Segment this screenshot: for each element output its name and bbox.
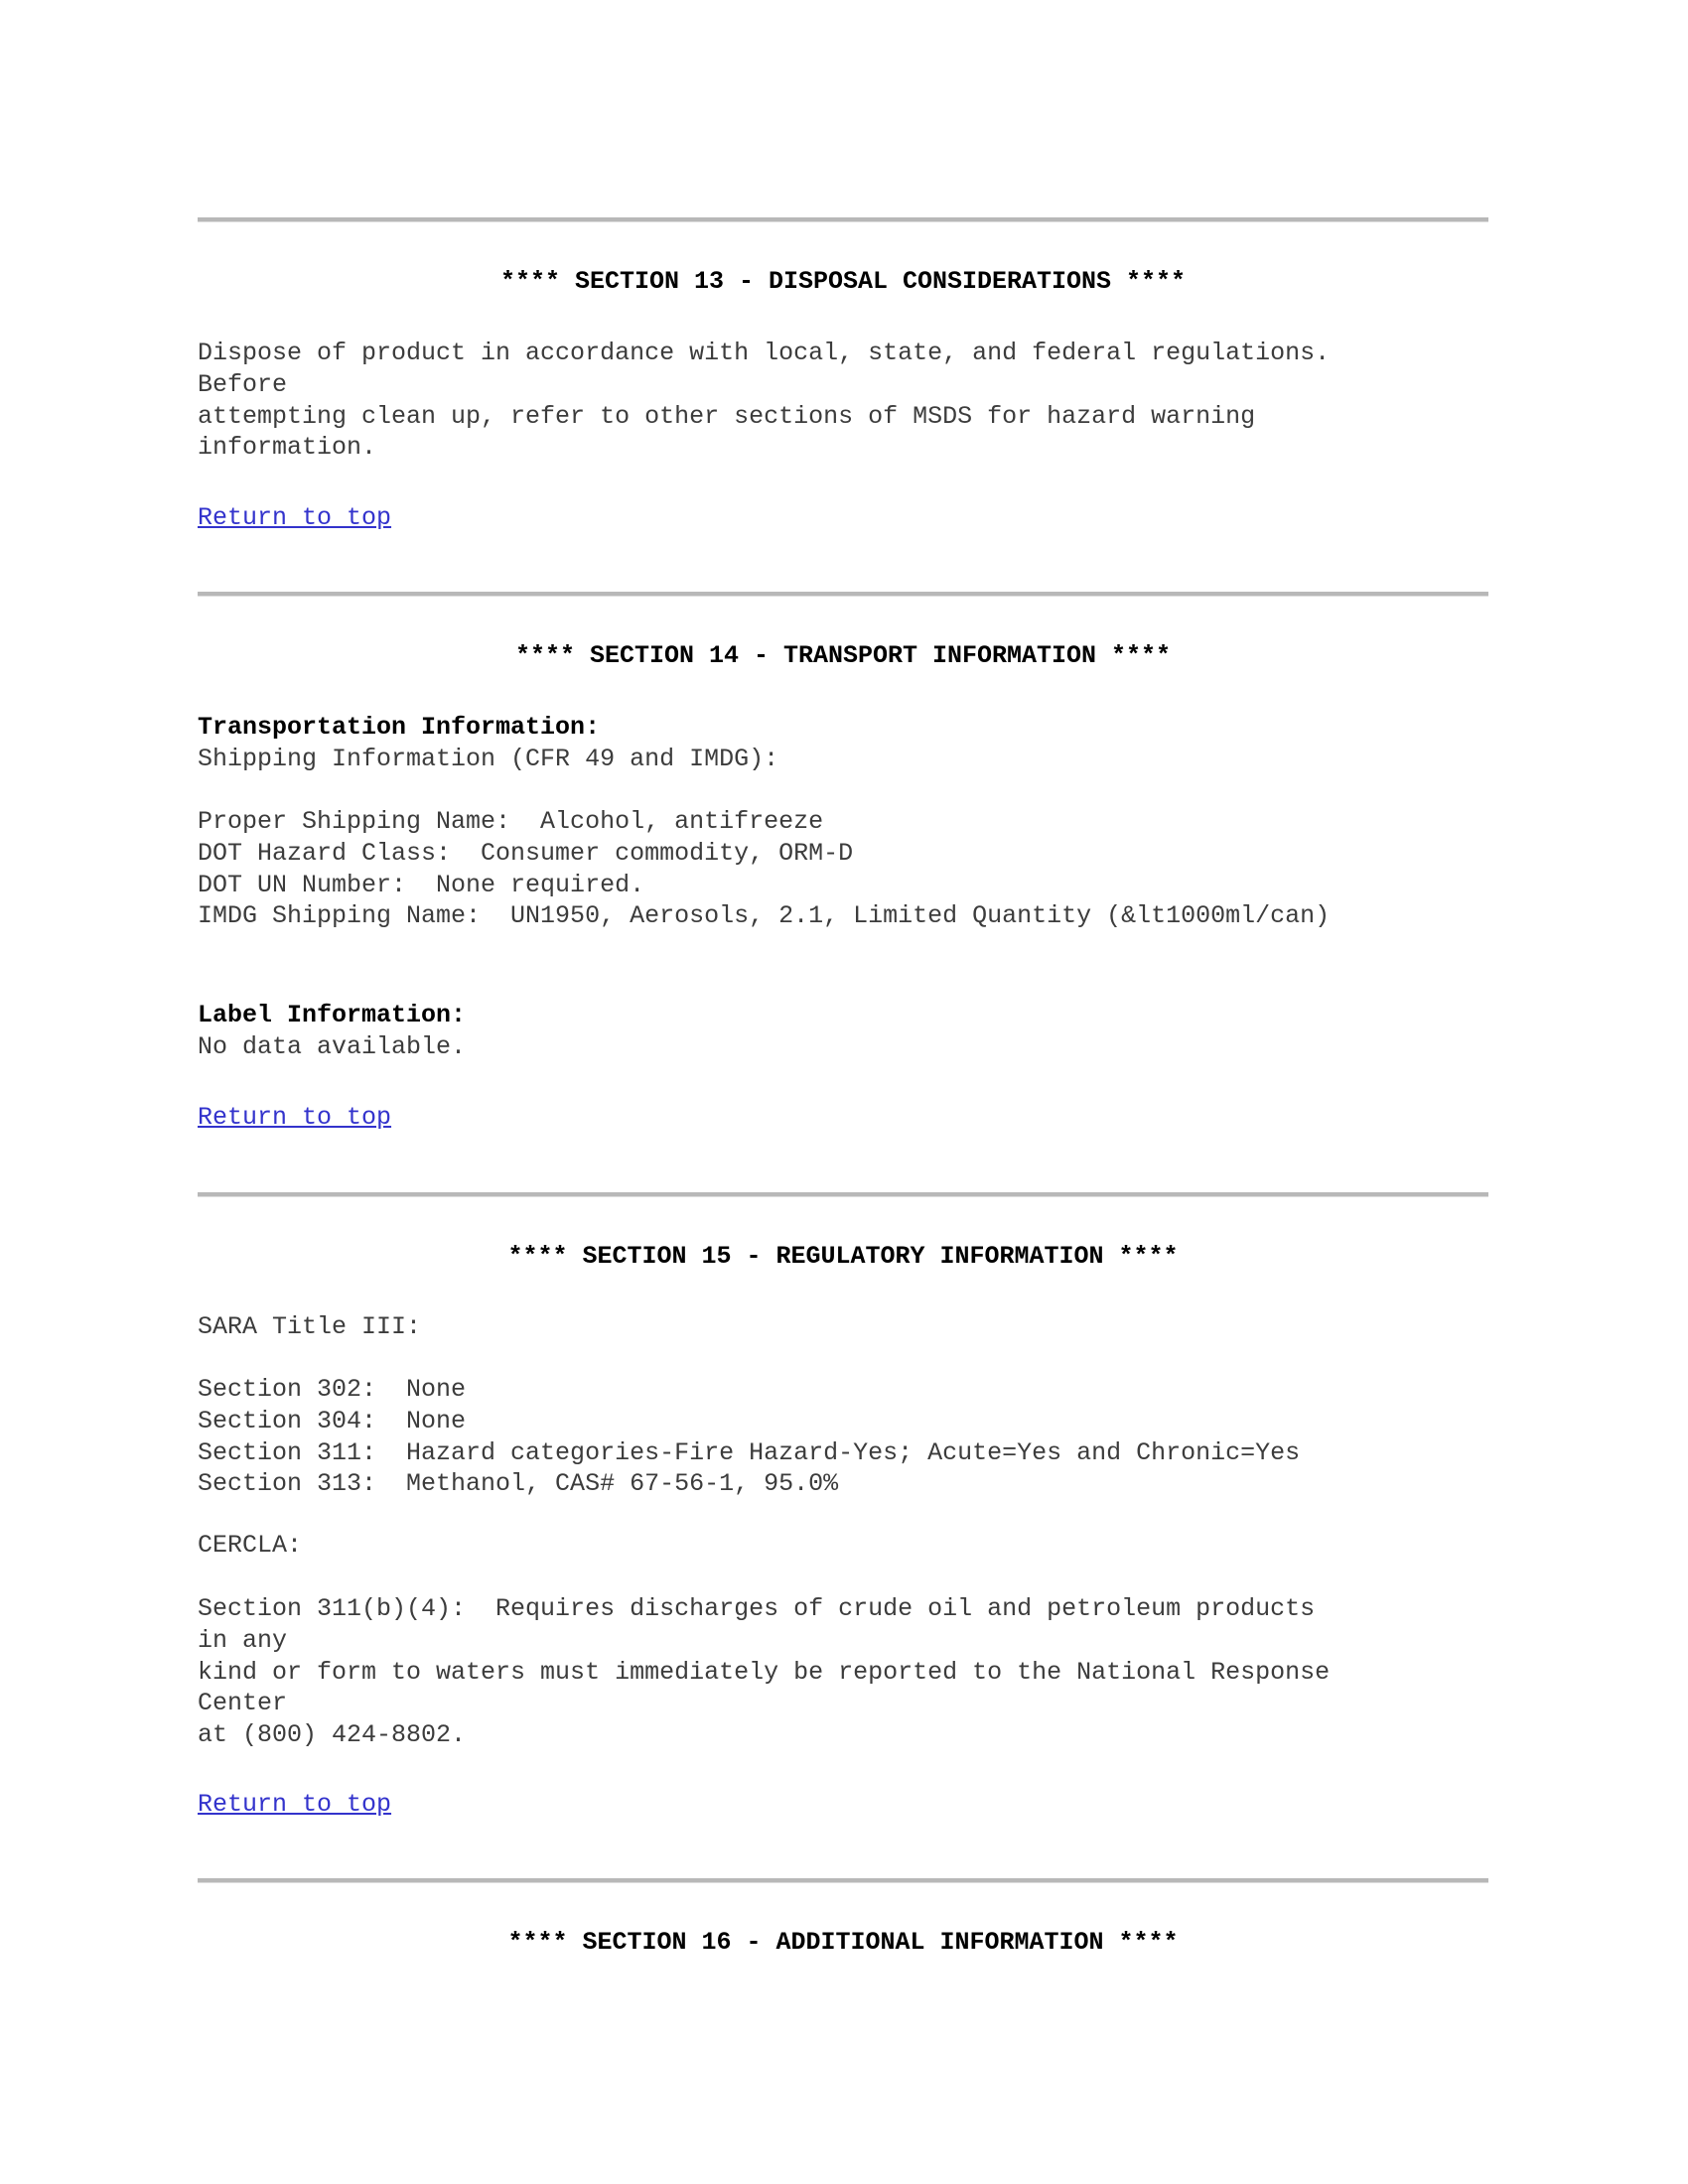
cercla-text-line: at (800) 424-8802. (198, 1720, 467, 1749)
transportation-information-label: Transportation Information: (198, 713, 601, 742)
section-13-text-line: information. (198, 433, 377, 462)
shipping-information-line: Shipping Information (CFR 49 and IMDG): (198, 745, 779, 773)
section-divider (198, 592, 1488, 597)
section-13-heading: **** SECTION 13 - DISPOSAL CONSIDERATIONS **** (499, 267, 1187, 296)
dot-un-number: DOT UN Number: None required. (198, 871, 645, 899)
dot-hazard-class: DOT Hazard Class: Consumer commodity, ORM-D (198, 839, 854, 868)
cercla-text-line: Section 311(b)(4): Requires discharges of crude oil and petroleum products (198, 1594, 1316, 1623)
section-13-text-line: Dispose of product in accordance with local, state, and federal regulations. (198, 339, 1331, 367)
sara-item: Section 302: None (198, 1375, 467, 1404)
cercla-text-line: in any (198, 1626, 288, 1655)
return-to-top-link[interactable]: Return to top (198, 503, 392, 532)
label-information-label: Label Information: (198, 1001, 467, 1029)
msds-page (198, 0, 1488, 2184)
sara-item: Section 304: None (198, 1407, 467, 1435)
sara-item: Section 311: Hazard categories-Fire Hazard-Yes; Acute=Yes and Chronic=Yes (198, 1438, 1301, 1467)
label-information-value: No data available. (198, 1032, 467, 1061)
cercla-text-line: kind or form to waters must immediately be reported to the National Response (198, 1658, 1331, 1687)
section-13-text-line: Before (198, 370, 288, 399)
proper-shipping-name: Proper Shipping Name: Alcohol, antifreeze (198, 807, 824, 836)
sara-item: Section 313: Methanol, CAS# 67-56-1, 95.0% (198, 1469, 839, 1498)
sara-title: SARA Title III: (198, 1312, 422, 1341)
section-divider (198, 217, 1488, 222)
section-14-heading: **** SECTION 14 - TRANSPORT INFORMATION **** (514, 641, 1172, 670)
section-15-heading: **** SECTION 15 - REGULATORY INFORMATION **** (507, 1242, 1179, 1271)
section-divider (198, 1878, 1488, 1883)
section-16-heading: **** SECTION 16 - ADDITIONAL INFORMATION **** (507, 1928, 1179, 1957)
return-to-top-link[interactable]: Return to top (198, 1790, 392, 1819)
section-13-text-line: attempting clean up, refer to other sections of MSDS for hazard warning (198, 402, 1256, 431)
cercla-title: CERCLA: (198, 1531, 303, 1560)
section-divider (198, 1192, 1488, 1197)
cercla-text-line: Center (198, 1689, 288, 1717)
imdg-shipping-name: IMDG Shipping Name: UN1950, Aerosols, 2.1, Limited Quantity (&lt1000ml/can) (198, 901, 1331, 930)
return-to-top-link[interactable]: Return to top (198, 1103, 392, 1132)
